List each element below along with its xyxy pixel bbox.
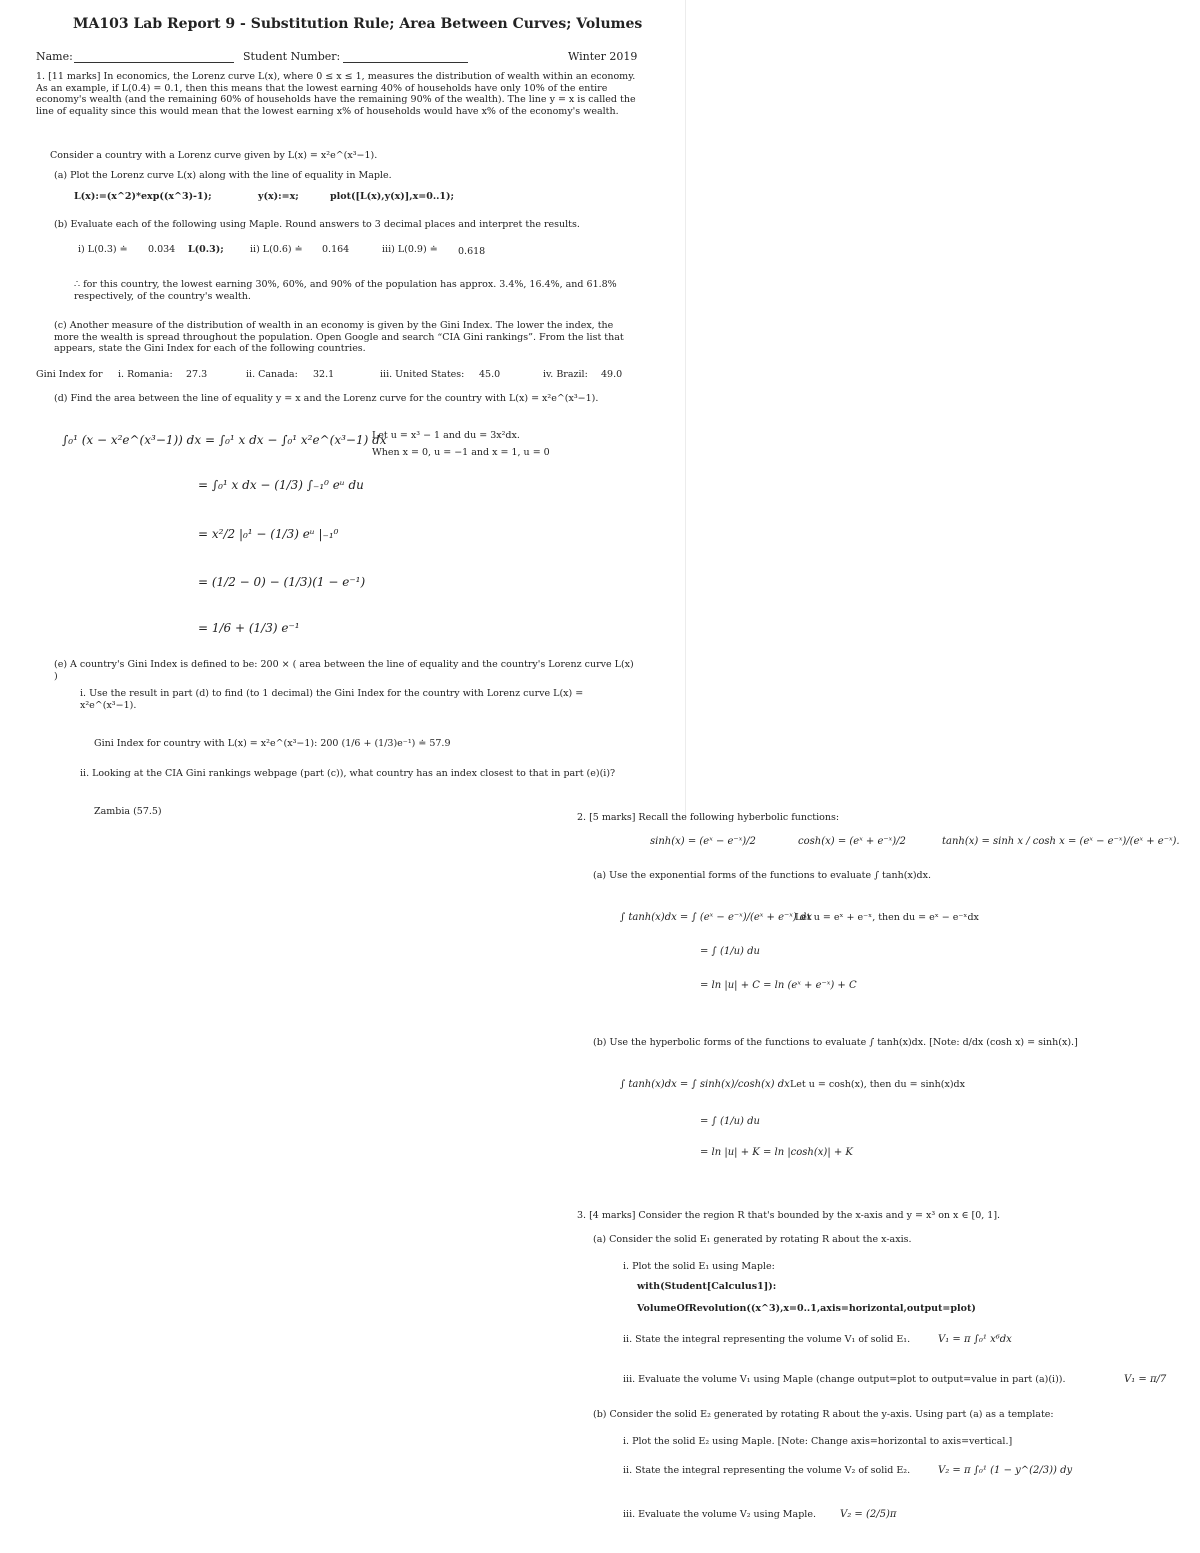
q1b-iii-label: iii) L(0.9) ≐ bbox=[382, 244, 438, 255]
q3a-i-text: i. Plot the solid E₁ using Maple: bbox=[623, 1261, 775, 1272]
q3b-iii-text: iii. Evaluate the volume V₂ using Maple. bbox=[623, 1509, 816, 1520]
q3b-i-text: i. Plot the solid E₂ using Maple. [Note: Change axis=horizontal to axis=vertical.] bbox=[623, 1436, 1013, 1447]
q1d-step-4: = (1/2 − 0) − (1/3)(1 − e⁻¹) bbox=[198, 575, 366, 589]
q2a-step-1: ∫ tanh(x)dx = ∫ (eˣ − e⁻ˣ)/(eˣ + e⁻ˣ) dx bbox=[620, 912, 812, 923]
q1a-code-equality: y(x):=x; bbox=[258, 191, 299, 202]
q1d-step-1: ∫₀¹ (x − x²e^(x³−1)) dx = ∫₀¹ x dx − ∫₀¹ x²e^(x³−1) dx bbox=[62, 433, 387, 447]
gini-brazil-value: 49.0 bbox=[601, 369, 623, 380]
q3a-code-1: with(Student[Calculus1]): bbox=[637, 1281, 777, 1292]
q1b-ii-value: 0.164 bbox=[322, 244, 350, 255]
q3b-ii-text: ii. State the integral representing the volume V₂ of solid E₂. bbox=[623, 1465, 911, 1476]
q2-tanh-definition: tanh(x) = sinh x / cosh x = (eˣ − e⁻ˣ)/(eˣ + e⁻ˣ). bbox=[942, 836, 1180, 847]
q1-consider: Consider a country with a Lorenz curve given by L(x) = x²e^(x³−1). bbox=[50, 150, 378, 161]
q1b-i-value: 0.034 bbox=[148, 244, 176, 255]
q2a-substitution: Let u = eˣ + e⁻ˣ, then du = eˣ − e⁻ˣdx bbox=[795, 912, 979, 923]
gini-us-value: 45.0 bbox=[479, 369, 501, 380]
student-number-underline bbox=[343, 62, 468, 63]
q2b-substitution: Let u = cosh(x), then du = sinh(x)dx bbox=[790, 1079, 965, 1090]
q1b-i-code: L(0.3); bbox=[188, 244, 224, 255]
q1d-substitution-1: Let u = x³ − 1 and du = 3x²dx. bbox=[372, 430, 520, 441]
q2b-step-2: = ∫ (1/u) du bbox=[700, 1116, 760, 1127]
q1d-step-2: = ∫₀¹ x dx − (1/3) ∫₋₁⁰ eᵘ du bbox=[198, 478, 364, 492]
q2-intro: 2. [5 marks] Recall the following hyberbolic functions: bbox=[577, 812, 840, 823]
q1a-code-lorenz: L(x):=(x^2)*exp((x^3)-1); bbox=[74, 191, 212, 202]
q3-intro: 3. [4 marks] Consider the region R that's bounded by the x-axis and y = x³ on x ∈ [0, 1]. bbox=[577, 1210, 1001, 1221]
q1d-step-3: = x²/2 |₀¹ − (1/3) eᵘ |₋₁⁰ bbox=[198, 527, 339, 541]
gini-label: Gini Index for bbox=[36, 369, 103, 380]
q1b-text: (b) Evaluate each of the following using Maple. Round answers to 3 decimal places and interpret the results. bbox=[54, 219, 580, 230]
q2b-step-1: ∫ tanh(x)dx = ∫ sinh(x)/cosh(x) dx bbox=[620, 1079, 790, 1090]
q1-intro: 1. [11 marks] In economics, the Lorenz curve L(x), where 0 ≤ x ≤ 1, measures the distribution of wealth within an economy. As an example, if L(0.4) = 0.1, then this means that the lowest earning 40% of households have only 10% of the entire economy's wealth (and the remaining 60% of households have the remaining 90% of the wealth). The line y = x is called the line of equality since this would mean that the lowest earning x% of households would have x% of the economy's wealth. bbox=[36, 71, 636, 117]
q1e-i-answer: Gini Index for country with L(x) = x²e^(x³−1): 200 (1/6 + (1/3)e⁻¹) ≐ 57.9 bbox=[94, 738, 451, 749]
q1d-step-5: = 1/6 + (1/3) e⁻¹ bbox=[198, 621, 300, 635]
student-number-label: Student Number: bbox=[243, 50, 341, 63]
q2a-text: (a) Use the exponential forms of the functions to evaluate ∫ tanh(x)dx. bbox=[593, 870, 931, 881]
q2-cosh-definition: cosh(x) = (eˣ + e⁻ˣ)/2 bbox=[798, 836, 906, 847]
q3a-ii-answer: V₁ = π ∫₀¹ x⁶dx bbox=[938, 1334, 1012, 1345]
q1e-text: (e) A country's Gini Index is defined to be: 200 × ( area between the line of equality and the country's Lorenz curve L(x) ) bbox=[54, 659, 634, 682]
q3a-ii-text: ii. State the integral representing the volume V₁ of solid E₁. bbox=[623, 1334, 911, 1345]
q1c-text: (c) Another measure of the distribution of wealth in an economy is given by the Gini Index. The lower the index, the more the wealth is spread throughout the population. Open Google and search “CIA Gini rankings”. From the list that appears, state the Gini Index for each of the following countries. bbox=[54, 320, 624, 354]
gini-romania-label: i. Romania: bbox=[118, 369, 173, 380]
q3a-iii-answer: V₁ = π/7 bbox=[1124, 1374, 1167, 1385]
page-fold-divider bbox=[685, 0, 686, 820]
q1b-interpretation: ∴ for this country, the lowest earning 30%, 60%, and 90% of the population has approx. 3.4%, 16.4%, and 61.8% respectively, of the country's wealth. bbox=[74, 279, 617, 302]
name-label: Name: bbox=[36, 50, 73, 63]
q1a-code-plot: plot([L(x),y(x)],x=0..1); bbox=[330, 191, 455, 202]
q3b-text: (b) Consider the solid E₂ generated by rotating R about the y-axis. Using part (a) as a template: bbox=[593, 1409, 1054, 1420]
q3a-text: (a) Consider the solid E₁ generated by rotating R about the x-axis. bbox=[593, 1234, 912, 1245]
q2a-step-2: = ∫ (1/u) du bbox=[700, 946, 760, 957]
q2-sinh-definition: sinh(x) = (eˣ − e⁻ˣ)/2 bbox=[650, 836, 756, 847]
q3a-code-2: VolumeOfRevolution((x^3),x=0..1,axis=horizontal,output=plot) bbox=[637, 1303, 976, 1314]
gini-us-label: iii. United States: bbox=[380, 369, 465, 380]
q3a-iii-text: iii. Evaluate the volume V₁ using Maple (change output=plot to output=value in part (a)(i)). bbox=[623, 1374, 1066, 1385]
q1b-i-label: i) L(0.3) ≐ bbox=[78, 244, 128, 255]
gini-brazil-label: iv. Brazil: bbox=[543, 369, 588, 380]
q1d-text: (d) Find the area between the line of equality y = x and the Lorenz curve for the country with L(x) = x²e^(x³−1). bbox=[54, 393, 599, 404]
q1a-text: (a) Plot the Lorenz curve L(x) along with the line of equality in Maple. bbox=[54, 170, 392, 181]
q3b-iii-answer: V₂ = (2/5)π bbox=[840, 1509, 897, 1520]
gini-romania-value: 27.3 bbox=[186, 369, 208, 380]
name-underline bbox=[74, 62, 234, 63]
q1e-ii-answer: Zambia (57.5) bbox=[94, 806, 162, 817]
q1d-substitution-2: When x = 0, u = −1 and x = 1, u = 0 bbox=[372, 447, 550, 458]
q2a-step-3: = ln |u| + C = ln (eˣ + e⁻ˣ) + C bbox=[700, 980, 857, 991]
q1b-iii-value: 0.618 bbox=[458, 246, 486, 257]
term-label: Winter 2019 bbox=[568, 50, 638, 63]
q1b-ii-label: ii) L(0.6) ≐ bbox=[250, 244, 303, 255]
q2b-text: (b) Use the hyperbolic forms of the functions to evaluate ∫ tanh(x)dx. [Note: d/dx (cosh x) = sinh(x).] bbox=[593, 1037, 1078, 1048]
document-title: MA103 Lab Report 9 - Substitution Rule; Area Between Curves; Volumes bbox=[73, 16, 643, 32]
q2b-step-3: = ln |u| + K = ln |cosh(x)| + K bbox=[700, 1147, 853, 1158]
gini-canada-value: 32.1 bbox=[313, 369, 335, 380]
q1e-i-text: i. Use the result in part (d) to find (to 1 decimal) the Gini Index for the country with Lorenz curve L(x) = x²e^(x³−1). bbox=[80, 688, 584, 711]
q3b-ii-answer: V₂ = π ∫₀¹ (1 − y^(2/3)) dy bbox=[938, 1465, 1073, 1476]
gini-canada-label: ii. Canada: bbox=[246, 369, 298, 380]
q1e-ii-text: ii. Looking at the CIA Gini rankings webpage (part (c)), what country has an index closest to that in part (e)(i)? bbox=[80, 768, 616, 779]
